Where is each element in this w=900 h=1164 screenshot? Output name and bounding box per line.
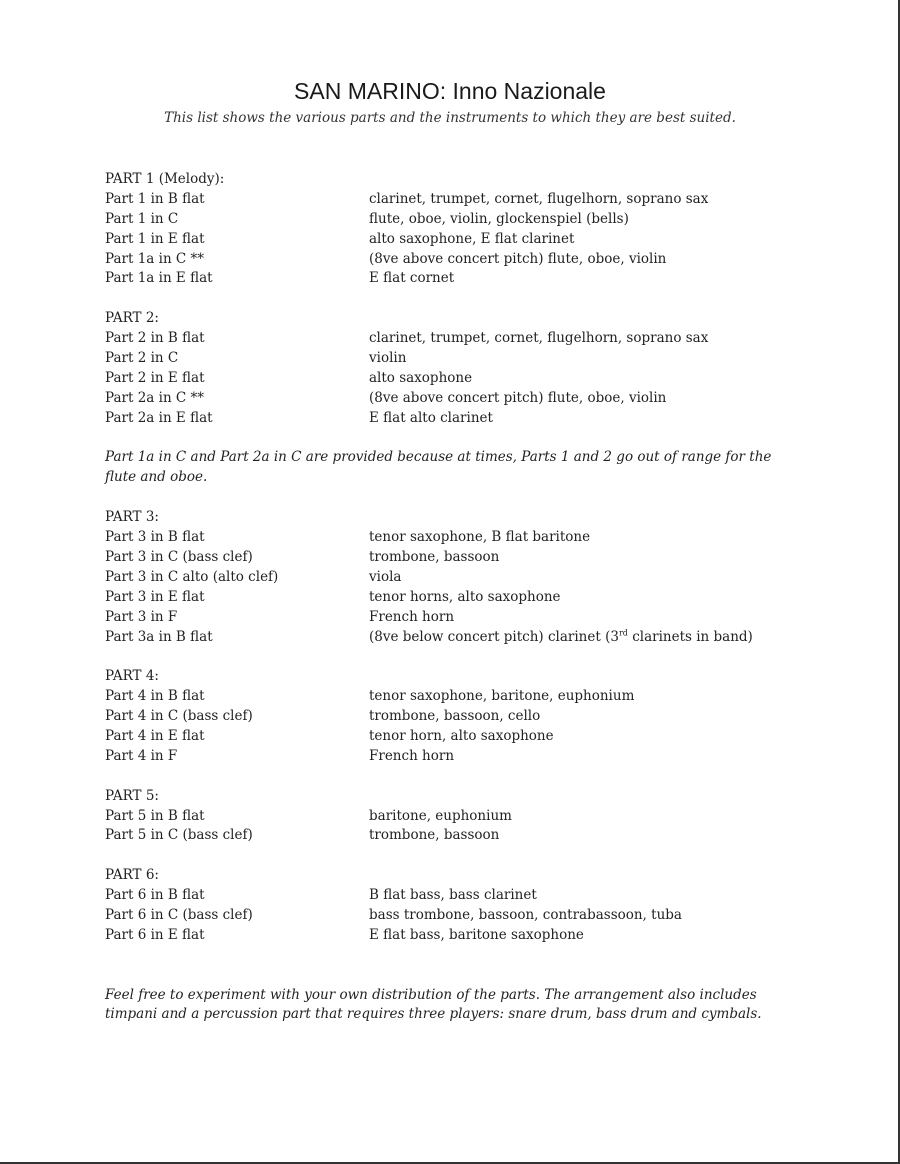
part-name: Part 2a in C ** — [105, 389, 205, 406]
part-5-heading: PART 5: — [105, 787, 159, 804]
part-row — [105, 747, 805, 767]
part-2-section — [105, 309, 805, 428]
part-row — [105, 807, 805, 827]
part-row — [105, 727, 805, 747]
range-note: Part 1a in C and Part 2a in C are provided because at times, Parts 1 and 2 go out of range for the flute and oboe. — [105, 449, 772, 486]
part-instruments: French horn — [369, 608, 455, 625]
part-6-heading: PART 6: — [105, 867, 159, 884]
part-row — [105, 528, 805, 548]
part-instruments: (8ve above concert pitch) flute, oboe, violin — [369, 250, 667, 267]
part-row — [105, 608, 805, 628]
part-row — [105, 250, 805, 270]
document-subtitle: This list shows the various parts and the instruments to which they are best suited. — [164, 110, 736, 126]
part-name: Part 1a in E flat — [105, 270, 213, 287]
part-row — [105, 568, 805, 588]
part-row — [105, 210, 805, 230]
part-name: Part 5 in C (bass clef) — [105, 827, 253, 844]
part-instruments: clarinet, trumpet, cornet, flugelhorn, soprano sax — [369, 190, 709, 207]
part-instruments: tenor saxophone, B flat baritone — [369, 529, 591, 546]
part-row — [105, 826, 805, 846]
part-2-heading: PART 2: — [105, 310, 159, 327]
part-row — [105, 548, 805, 568]
part-instruments: tenor horn, alto saxophone — [369, 727, 554, 744]
part-name: Part 4 in B flat — [105, 688, 205, 705]
part-row — [105, 628, 805, 648]
ordinal-suffix: rd — [618, 628, 628, 638]
part-4-section — [105, 667, 805, 766]
part-name: Part 4 in C (bass clef) — [105, 708, 253, 725]
part-3-heading: PART 3: — [105, 509, 159, 526]
part-row — [105, 369, 805, 389]
part-row — [105, 906, 805, 926]
instruments-text: (8ve below concert pitch) clarinet (3 — [369, 628, 619, 645]
part-instruments: trombone, bassoon — [369, 548, 500, 565]
part-name: Part 3 in E flat — [105, 588, 205, 605]
part-instruments: baritone, euphonium — [369, 807, 512, 824]
part-name: Part 6 in B flat — [105, 887, 205, 904]
part-name: Part 3 in C (bass clef) — [105, 548, 253, 565]
part-name: Part 1 in B flat — [105, 190, 205, 207]
part-name: Part 6 in C (bass clef) — [105, 906, 253, 923]
part-instruments: viola — [369, 568, 402, 585]
part-row — [105, 329, 805, 349]
part-instruments: tenor horns, alto saxophone — [369, 588, 561, 605]
part-instruments: flute, oboe, violin, glockenspiel (bells) — [369, 210, 629, 227]
part-instruments: B flat bass, bass clarinet — [369, 887, 537, 904]
part-row — [105, 687, 805, 707]
part-instruments: E flat alto clarinet — [369, 409, 493, 426]
part-name: Part 2 in E flat — [105, 369, 205, 386]
part-5-section — [105, 787, 805, 847]
part-name: Part 1 in C — [105, 210, 179, 227]
part-instruments: tenor saxophone, baritone, euphonium — [369, 688, 635, 705]
part-instruments: (8ve above concert pitch) flute, oboe, violin — [369, 389, 667, 406]
part-instruments: French horn — [369, 747, 455, 764]
part-name: Part 5 in B flat — [105, 807, 205, 824]
part-instruments: alto saxophone — [369, 369, 473, 386]
part-row — [105, 190, 805, 210]
part-instruments: trombone, bassoon — [369, 827, 500, 844]
part-name: Part 3 in B flat — [105, 529, 205, 546]
part-instruments: clarinet, trumpet, cornet, flugelhorn, soprano sax — [369, 330, 709, 347]
part-name: Part 4 in F — [105, 747, 178, 764]
part-4-heading: PART 4: — [105, 668, 159, 685]
part-name: Part 1 in E flat — [105, 230, 205, 247]
part-row — [105, 409, 805, 429]
part-name: Part 2a in E flat — [105, 409, 213, 426]
part-instruments: violin — [369, 350, 407, 367]
part-name: Part 1a in C ** — [105, 250, 205, 267]
part-1-heading: PART 1 (Melody): — [105, 171, 225, 187]
part-row — [105, 349, 805, 369]
part-instruments — [369, 628, 805, 648]
distribution-note: Feel free to experiment with your own distribution of the parts. The arrangement also includes timpani and a percussion part that requires three players: snare drum, bass drum and cymbals. — [105, 986, 762, 1023]
instruments-text: clarinets in band) — [627, 628, 753, 645]
part-instruments: alto saxophone, E flat clarinet — [369, 230, 575, 247]
part-instruments: bass trombone, bassoon, contrabassoon, tuba — [369, 906, 682, 923]
part-instruments: E flat bass, baritone saxophone — [369, 926, 584, 943]
part-row — [105, 230, 805, 250]
part-name: Part 6 in E flat — [105, 926, 205, 943]
part-name: Part 2 in B flat — [105, 330, 205, 347]
part-row — [105, 389, 805, 409]
part-instruments: trombone, bassoon, cello — [369, 708, 541, 725]
part-instruments: E flat cornet — [369, 270, 455, 287]
document-title: SAN MARINO: Inno Nazionale — [294, 78, 606, 104]
part-row — [105, 926, 805, 946]
part-name: Part 2 in C — [105, 350, 179, 367]
parts-list — [105, 170, 805, 1045]
part-row — [105, 269, 805, 289]
part-row — [105, 588, 805, 608]
part-row — [105, 886, 805, 906]
part-name: Part 4 in E flat — [105, 727, 205, 744]
part-name: Part 3 in C alto (alto clef) — [105, 568, 279, 585]
part-3-section — [105, 508, 805, 647]
part-name: Part 3a in B flat — [105, 628, 213, 645]
part-name: Part 3 in F — [105, 608, 178, 625]
part-6-section — [105, 866, 805, 946]
part-row — [105, 707, 805, 727]
part-1-section — [105, 170, 805, 289]
